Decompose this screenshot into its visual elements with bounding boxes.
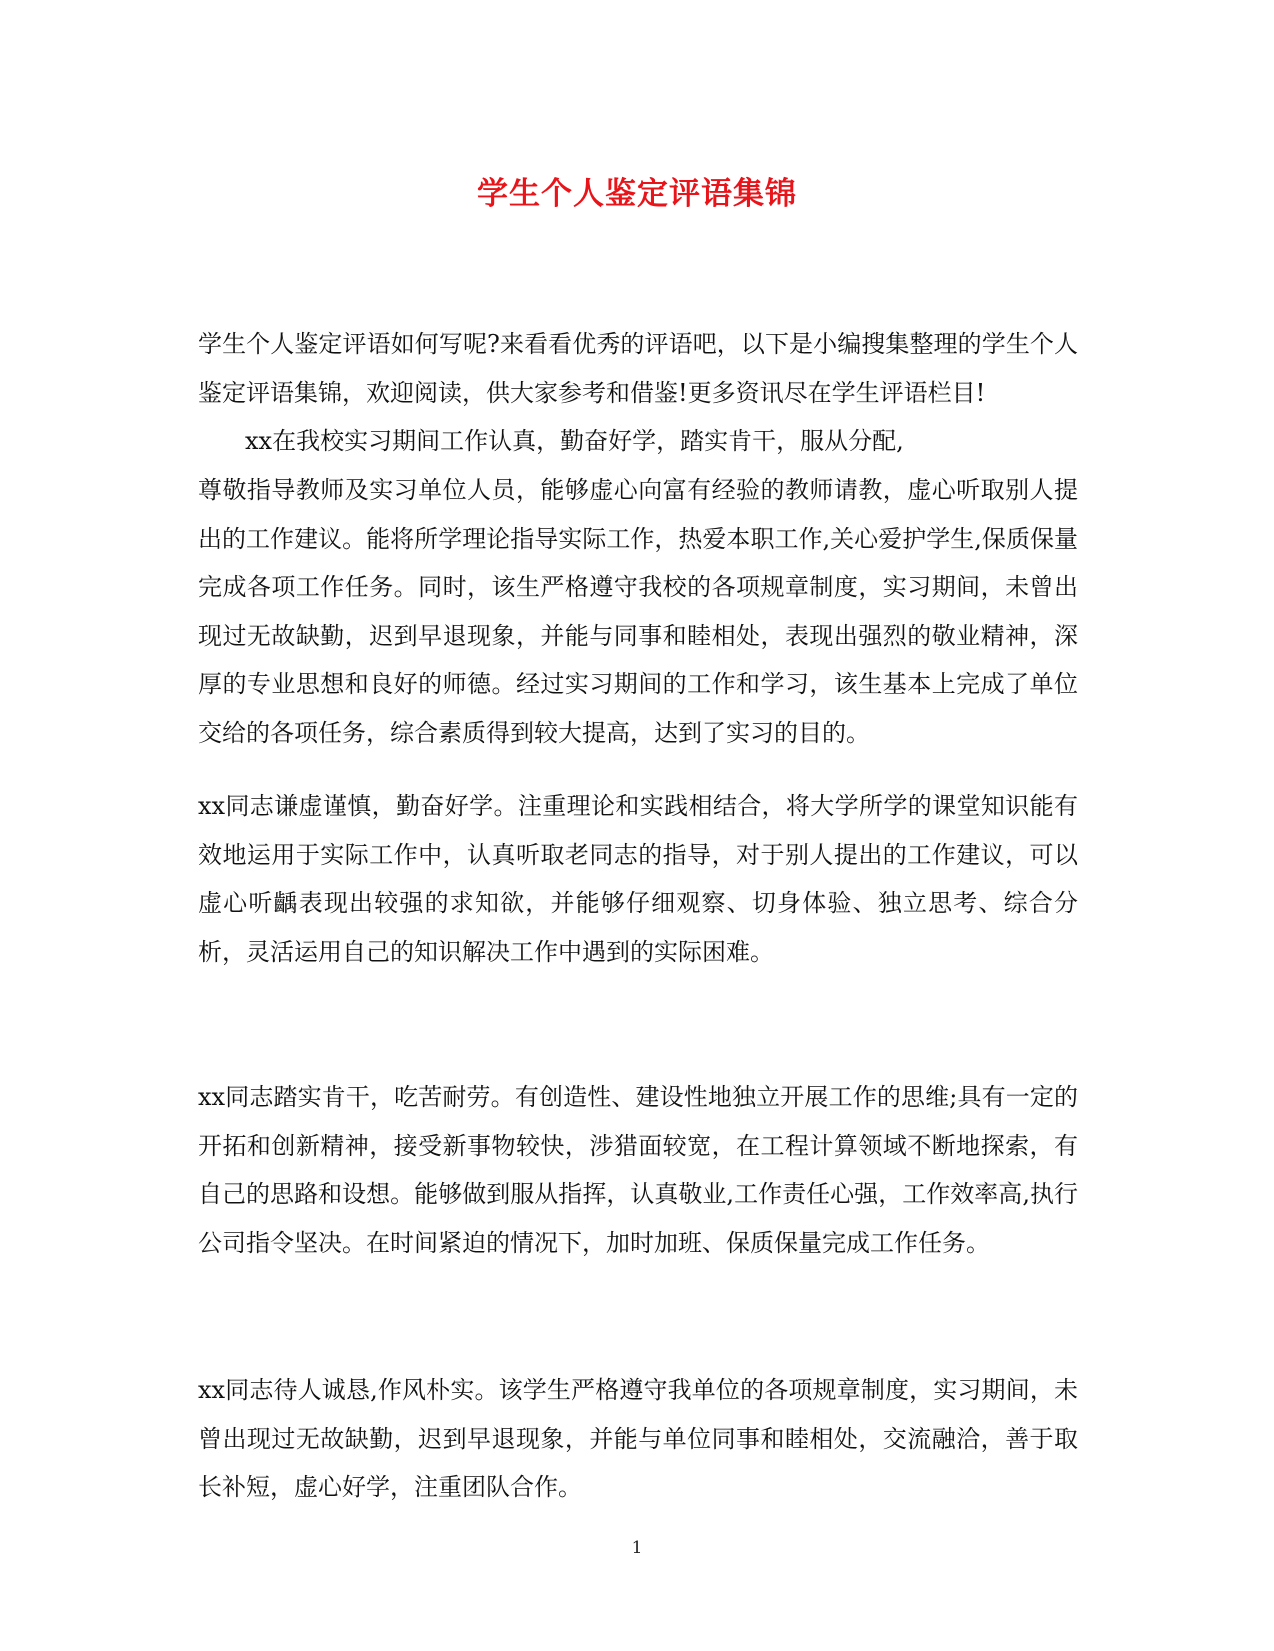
evaluation-paragraph-4: xx同志待人诚恳,作风朴实。该学生严格遵守我单位的各项规章制度，实习期间，未曾出现过无故缺勤，迟到早退现象，并能与单位同事和睦相处，交流融洽，善于取长补短，虚心好学，注重团队合作。 <box>198 1376 1078 1501</box>
evaluation-paragraph-3: xx同志踏实肯干，吃苦耐劳。有创造性、建设性地独立开展工作的思维;具有一定的开拓和创新精神，接受新事物较快，涉猎面较宽，在工程计算领域不断地探索，有自己的思路和设想。能够做到服从指挥，认真敬业,工作责任心强，工作效率高,执行公司指令坚决。在时间紧迫的情况下，加时加班、保质保量完成工作任务。 <box>198 1083 1078 1257</box>
evaluation-paragraph-1-first-line: xx在我校实习期间工作认真，勤奋好学，踏实肯干，服从分配, <box>245 427 904 455</box>
page-number: 1 <box>631 1538 643 1558</box>
evaluation-paragraph-1: 尊敬指导教师及实习单位人员，能够虚心向富有经验的教师请教，虚心听取别人提出的工作建议。能将所学理论指导实际工作，热爱本职工作,关心爱护学生,保质保量完成各项工作任务。同时，该生严格遵守我校的各项规章制度，实习期间，未曾出现过无故缺勤，迟到早退现象，并能与同事和睦相处，表现出强烈的敬业精神，深厚的专业思想和良好的师德。经过实习期间的工作和学习，该生基本上完成了单位交给的各项任务，综合素质得到较大提高，达到了实习的目的。 <box>198 476 1078 747</box>
evaluation-paragraph-2: xx同志谦虚谨慎，勤奋好学。注重理论和实践相结合，将大学所学的课堂知识能有效地运用于实际工作中，认真听取老同志的指导，对于别人提出的工作建议，可以虚心听齲表现出较强的求知欲，并能够仔细观察、切身体验、独立思考、综合分析，灵活运用自己的知识解决工作中遇到的实际困难。 <box>198 792 1078 966</box>
document-title: 学生个人鉴定评语集锦 <box>477 176 797 212</box>
intro-paragraph: 学生个人鉴定评语如何写呢?来看看优秀的评语吧，以下是小编搜集整理的学生个人鉴定评语集锦，欢迎阅读，供大家参考和借鉴!更多资讯尽在学生评语栏目! <box>198 330 1078 407</box>
